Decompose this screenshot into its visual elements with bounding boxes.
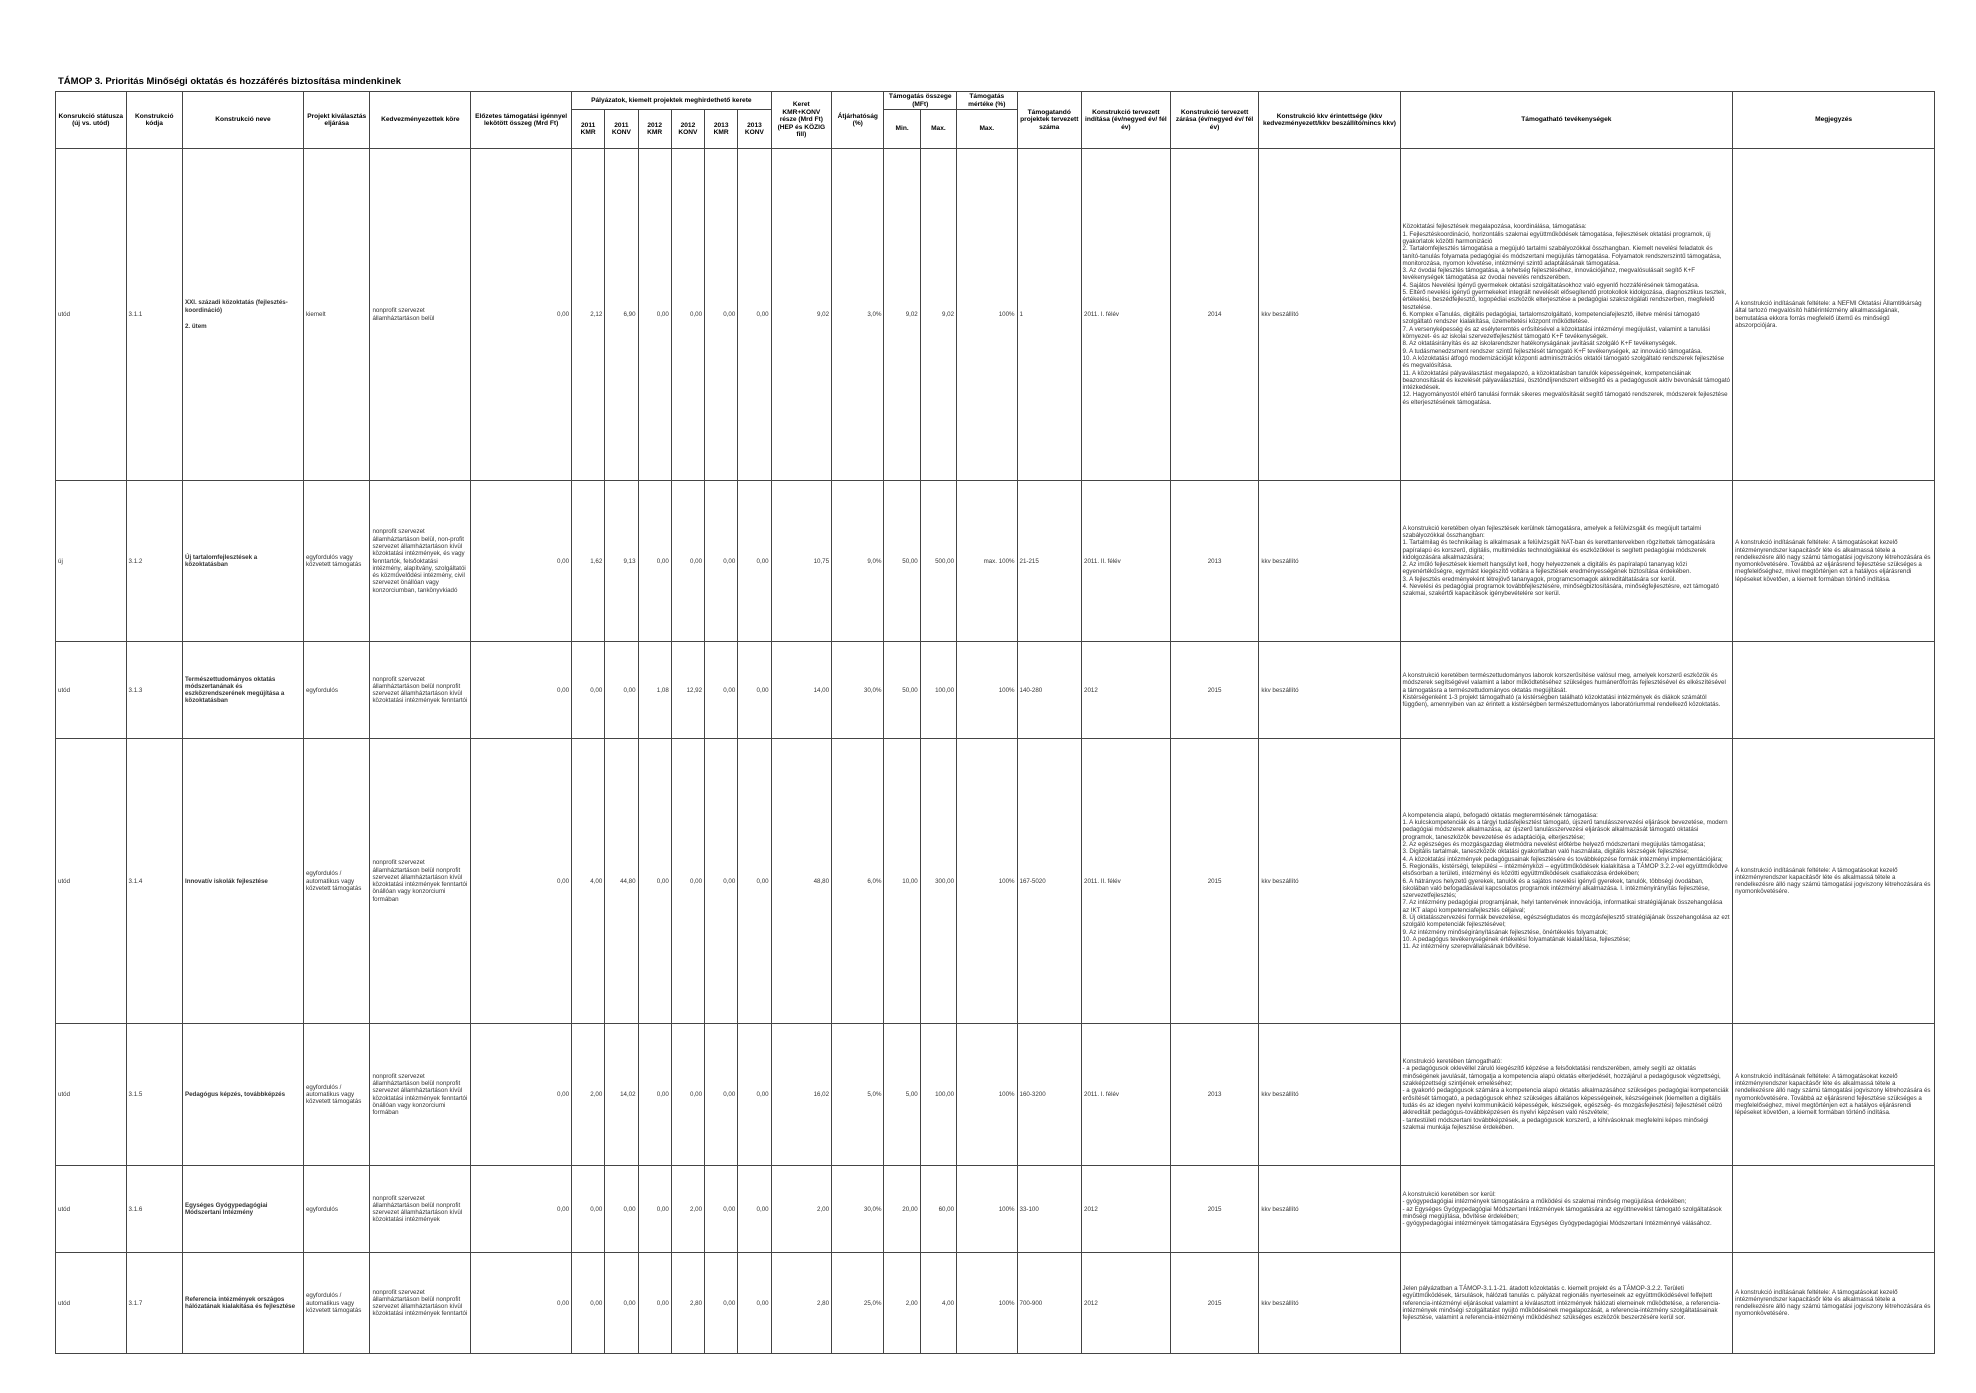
cell-frame-total: 2,00 <box>771 1166 831 1253</box>
table-row <box>56 1166 1935 1253</box>
cell-transferability: 5,0% <box>832 1024 884 1166</box>
cell-frame-2011-kmr: 0,00 <box>572 1253 605 1354</box>
cell-frame-2012-konv: 0,00 <box>671 481 704 642</box>
activity-line: - a gyakorló pedagógusok számára a kompetencia alapú oktatás alkalmazásához szükséges pedagógiai kompetenciák erősítését támogató, a pedagógusok ehhez szükséges általános képességeinek, készségeinek (kiemelten a digitális tudás és az idegen nyelvi kommunikáció képességek, készségek, egészség- és mozgásfejlesztési) fejlesztését célzó akkreditált pedagógus-továbbképzésen és nyelvi képzésen való részvétele; <box>1402 1087 1729 1117</box>
header-name: Konstrukció neve <box>182 92 303 149</box>
cell-code: 3.1.6 <box>126 1166 182 1253</box>
cell-launch: 2012 <box>1082 1166 1171 1253</box>
cell-notes <box>1733 1166 1935 1253</box>
cell-transferability: 25,0% <box>832 1253 884 1354</box>
cell-frame-2013-konv: 0,00 <box>738 1253 771 1354</box>
cell-transferability: 6,0% <box>832 739 884 1024</box>
cell-projects-count: 33-100 <box>1017 1166 1082 1253</box>
cell-frame-2013-kmr: 0,00 <box>705 739 738 1024</box>
cell-support-max: 100,00 <box>920 642 956 739</box>
cell-frame-2012-konv: 2,80 <box>671 1253 704 1354</box>
cell-frame-2011-kmr: 0,00 <box>572 642 605 739</box>
header-2012-konv: 2012 KONV <box>671 110 704 149</box>
cell-beneficiaries: nonprofit szervezet államháztartáson belül nonprofit szervezet államháztartáson kívül közoktatási intézmények fenntartói <box>370 1253 471 1354</box>
cell-frame-2011-kmr: 4,00 <box>572 739 605 1024</box>
cell-kkv: kkv beszállító <box>1259 481 1400 642</box>
cell-support-rate: max. 100% <box>957 481 1017 642</box>
cell-frame-2012-kmr: 0,00 <box>638 1253 671 1354</box>
cell-prior-demand: 0,00 <box>471 1166 572 1253</box>
activity-line: A konstrukció keretében természettudományos laborok korszerűsítése valósul meg, amelyek korszerű eszközök és módszerek segítségével valamint a labor működtetéséhez szükséges humánerőforrás fejlesztésével és elkészítésével a támogatásra a természettudományos oktatás megújítását. <box>1402 671 1726 694</box>
construction-name: Természettudományos oktatás módszertanának és eszközrendszerének megújítása a közoktatásban <box>184 675 285 705</box>
header-closure: Konstrukció tervezett zárása (év/negyed év/ fél év) <box>1170 92 1259 149</box>
cell-status: utód <box>56 149 127 481</box>
construction-name: Innovatív iskolák fejlesztése <box>184 877 268 885</box>
header-activities: Támogatható tevékenységek <box>1400 92 1733 149</box>
activity-line: 8. Új oktatásszervezési formák bevezetése, egészségtudatos és mozgásfejlesztő stratégiájának összehangolása az ezt szolgáló kompetenciák fejlesztésével; <box>1402 914 1730 929</box>
header-status: Konsrukció státusza (új vs. utód) <box>56 92 127 149</box>
cell-notes <box>1733 642 1935 739</box>
cell-frame-total: 48,80 <box>771 739 831 1024</box>
cell-frame-2011-konv: 0,00 <box>605 1166 638 1253</box>
activity-line: 1. Tartalmilag és technikailag is alkalmasak a felülvizsgált NAT-ban és kerettantervekben rögzítettek támogatására papíralapú és korszerű, digitális, multimédiás technológiákkal és eszközökkel is segített pedagógiai módszerek kidolgozására alkalmazására; <box>1402 539 1715 561</box>
cell-frame-2012-kmr: 0,00 <box>638 1024 671 1166</box>
cell-frame-2013-kmr: 0,00 <box>705 642 738 739</box>
header-notes: Megjegyzés <box>1733 92 1935 149</box>
cell-kkv: kkv beszállító <box>1259 149 1400 481</box>
table-row <box>56 481 1935 642</box>
cell-prior-demand: 0,00 <box>471 642 572 739</box>
cell-prior-demand: 0,00 <box>471 1253 572 1354</box>
cell-procedure: egyfordulós <box>303 1166 370 1253</box>
cell-frame-2012-kmr: 0,00 <box>638 739 671 1024</box>
cell-closure: 2015 <box>1170 642 1259 739</box>
cell-frame-2013-konv: 0,00 <box>738 1166 771 1253</box>
cell-notes: A konstrukció indításának feltétele: A támogatásokat kezelő intézményrendszer kapacitásőr léte és alkalmassá tétele a rendelkezésre álló nagy számú támogatási jogviszony létrehozására és nyomonkövetésére. Továbbá az eljárásrend fejlesztése szükséges a megfelelőséghez, mivel megtörténjen ezt a hatályos eljárásrendi lépéseket követően, a kiemelt formában történő indítása. <box>1733 481 1935 642</box>
table-body <box>56 149 1935 1354</box>
cell-notes: A konstrukció indításának feltétele: A támogatásokat kezelő intézményrendszer kapacitásőr léte és alkalmassá tétele a rendelkezésre álló nagy számú támogatási jogviszony létrehozására és nyomonkövetésére. <box>1733 739 1935 1024</box>
cell-name <box>182 481 303 642</box>
cell-support-min: 2,00 <box>884 1253 920 1354</box>
activity-line: A kompetencia alapú, befogadó oktatás megteremtésének támogatása: <box>1402 811 1598 819</box>
cell-activities <box>1400 1166 1733 1253</box>
activity-line: 10. A közoktatási átfogó modernizációját központi adminisztrációs oktatói támogató szolgáltató rendszerek fejlesztése és megvalósítása. <box>1402 354 1725 370</box>
cell-kkv: kkv beszállító <box>1259 1253 1400 1354</box>
cell-code: 3.1.2 <box>126 481 182 642</box>
cell-frame-2013-konv: 0,00 <box>738 149 771 481</box>
cell-support-min: 20,00 <box>884 1166 920 1253</box>
cell-projects-count: 1 <box>1017 149 1082 481</box>
activity-line: 9. Az intézmény minőségirányításának fejlesztése, önértékelés folyamatok; <box>1402 928 1608 936</box>
cell-support-rate: 100% <box>957 1253 1017 1354</box>
cell-support-min: 9,02 <box>884 149 920 481</box>
header-rate-max: Max. <box>957 110 1017 149</box>
activity-line: 2. Tartalomfejlesztés támogatása a megújuló tartalmi szabályozókkal összhangban. Kiemelt nevelési feladatok és tanító-tanulás folyamata pedagógiai és módszertani megújulás támogatása. Folyamatok rendszerszintű támogatása, monitorozása, nyomon követése, intézményi szintű adaptálásának támogatása. <box>1402 245 1722 267</box>
cell-frame-2011-konv: 44,80 <box>605 739 638 1024</box>
cell-launch: 2011. I. félév <box>1082 149 1171 481</box>
cell-closure: 2015 <box>1170 739 1259 1024</box>
cell-activities <box>1400 1253 1733 1354</box>
cell-launch: 2011. I. félév <box>1082 1024 1171 1166</box>
cell-kkv: kkv beszállító <box>1259 739 1400 1024</box>
activity-line: 4. Sajátos Nevelési Igényű gyermekek oktatási szolgáltatásokhoz való egyenlő hozzáférésének támogatása. <box>1402 281 1700 289</box>
cell-activities <box>1400 149 1733 481</box>
cell-support-max: 4,00 <box>920 1253 956 1354</box>
header-prior-demand: Előzetes támogatási igénnyel lekötött összeg (Mrd Ft) <box>471 92 572 149</box>
cell-status: utód <box>56 739 127 1024</box>
cell-frame-2013-konv: 0,00 <box>738 1024 771 1166</box>
activity-line: 3. A fejlesztés eredményeként létrejövő tananyagok, programcsomagok akkreditáltatására sor kerül. <box>1402 575 1676 583</box>
cell-frame-total: 16,02 <box>771 1024 831 1166</box>
cell-launch: 2011. II. félév <box>1082 481 1171 642</box>
activity-line: - az Egységes Gyógypedagógiai Módszertani Intézmények támogatására az együttnevelést támogató szolgáltatások minőségi megújítása, bővítése érdekében; <box>1402 1205 1722 1220</box>
header-launch: Konstrukció tervezett indítása (év/negyed év/ fél év) <box>1082 92 1171 149</box>
table-row <box>56 149 1935 481</box>
cell-frame-2011-kmr: 2,12 <box>572 149 605 481</box>
activity-line: - gyógypedagógiai intézmények támogatására Egységes Gyógypedagógiai Módszertani Intézménnyé válásához. <box>1402 1220 1712 1228</box>
cell-support-max: 60,00 <box>920 1166 956 1253</box>
activity-line: 11. Az intézmény szerepvállalásának bővítése. <box>1402 943 1531 951</box>
header-code: Konstrukció kódja <box>126 92 182 149</box>
cell-closure: 2013 <box>1170 481 1259 642</box>
cell-support-min: 50,00 <box>884 642 920 739</box>
cell-name <box>182 1024 303 1166</box>
cell-support-rate: 100% <box>957 149 1017 481</box>
cell-kkv: kkv beszállító <box>1259 1166 1400 1253</box>
cell-frame-2013-konv: 0,00 <box>738 481 771 642</box>
cell-activities <box>1400 739 1733 1024</box>
cell-activities <box>1400 1024 1733 1166</box>
activity-line: Kistérségenként 1-3 projekt támogatható (a kistérségben található közoktatási intézmények és diákok számától függően), amennyiben van az érintett a kistérségben természettudományos laboratóriummal rendelkező közoktatás. <box>1402 693 1721 709</box>
activity-line: 10. A pedagógus tevékenységének értékelési folyamatának kialakítása, fejlesztése; <box>1402 936 1631 943</box>
cell-frame-2012-konv: 2,00 <box>671 1166 704 1253</box>
activity-line: 2. Az egészséges és mozgásgazdag életmódra nevelést előtérbe helyező módszertani megújulás támogatása; <box>1402 840 1706 848</box>
cell-transferability: 9,0% <box>832 481 884 642</box>
cell-frame-total: 2,80 <box>771 1253 831 1354</box>
cell-frame-2011-kmr: 1,62 <box>572 481 605 642</box>
cell-name <box>182 739 303 1024</box>
cell-transferability: 30,0% <box>832 642 884 739</box>
activity-line: Közoktatási fejlesztések megalapozása, koordinálása, támogatása: <box>1402 223 1587 231</box>
cell-frame-2013-kmr: 0,00 <box>705 149 738 481</box>
cell-closure: 2015 <box>1170 1166 1259 1253</box>
header-support-rate: Támogatás mértéke (%) <box>957 92 1017 110</box>
activity-line: 1. A kulcskompetenciák és a tárgyi tudásfejlesztést támogató, újszerű tanulásszervezési eljárások bevezetése, modern pedagógiai módszerek alkalmazása, az újszerű tanulásszervezési eljárások alkalmazását támogató oktatási programok, taneszközök bevezetése és adaptációja, elterjesztése; <box>1402 819 1728 841</box>
cell-frame-2011-kmr: 2,00 <box>572 1024 605 1166</box>
construction-name: Pedagógus képzés, továbbképzés <box>184 1091 286 1098</box>
activity-line: Konstrukció keretében támogatható: <box>1402 1058 1502 1066</box>
activity-line: 4. Nevelési és pedagógiai programok továbbfejlesztésére, minőségbiztosítására, minőségfejlesztésre, ezt támogató szakmai, szakértői kapacitások igénybevételére sor kerül. <box>1402 583 1719 598</box>
cell-closure: 2013 <box>1170 1024 1259 1166</box>
cell-support-max: 500,00 <box>920 481 956 642</box>
cell-frame-2013-konv: 0,00 <box>738 642 771 739</box>
cell-support-max: 9,02 <box>920 149 956 481</box>
cell-kkv: kkv beszállító <box>1259 642 1400 739</box>
construction-table <box>55 91 1935 1354</box>
table-row <box>56 1024 1935 1166</box>
cell-frame-2013-kmr: 0,00 <box>705 1253 738 1354</box>
construction-name: Új tartalomfejlesztések a közoktatásban <box>184 553 258 569</box>
construction-name: Egységes Gyógypedagógiai Módszertani Intézmény <box>184 1201 268 1217</box>
activity-line: 8. Az oktatásirányítás és az iskolarendszer hatékonyságának javítását szolgáló K+F tevékenységek. <box>1402 340 1677 348</box>
cell-frame-2012-konv: 12,92 <box>671 642 704 739</box>
cell-launch: 2012 <box>1082 642 1171 739</box>
cell-projects-count: 21-215 <box>1017 481 1082 642</box>
cell-closure: 2015 <box>1170 1253 1259 1354</box>
cell-frame-2011-konv: 0,00 <box>605 1253 638 1354</box>
cell-name <box>182 1166 303 1253</box>
header-support-max: Max. <box>920 110 956 149</box>
cell-beneficiaries: nonprofit szervezet államháztartáson belül nonprofit szervezet államháztartáson kívül közoktatási intézmények fenntartói <box>370 642 471 739</box>
cell-launch: 2012 <box>1082 1253 1171 1354</box>
activity-line: A konstrukció keretében sor kerül: <box>1402 1190 1496 1198</box>
cell-status: új <box>56 481 127 642</box>
header-projects-count: Támogatandó projektek tervezett száma <box>1017 92 1082 149</box>
cell-frame-2013-kmr: 0,00 <box>705 1166 738 1253</box>
construction-phase: 2. ütem <box>184 322 207 330</box>
cell-support-max: 300,00 <box>920 739 956 1024</box>
cell-activities <box>1400 642 1733 739</box>
cell-procedure: egyfordulós / automatikus vagy közvetett támogatás <box>303 1024 370 1166</box>
construction-name: Referencia intézmények országos hálózatának kialakítása és fejlesztése <box>184 1295 296 1311</box>
cell-support-rate: 100% <box>957 642 1017 739</box>
cell-beneficiaries: nonprofit szervezet államháztartáson belül nonprofit szervezet államháztartáson kívül közoktatási intézmények fenntartói önállóan vagy konzorciumi formában <box>370 739 471 1024</box>
cell-frame-2012-kmr: 0,00 <box>638 149 671 481</box>
cell-procedure: egyfordulós vagy közvetett támogatás <box>303 481 370 642</box>
cell-prior-demand: 0,00 <box>471 1024 572 1166</box>
cell-projects-count: 140-280 <box>1017 642 1082 739</box>
cell-status: utód <box>56 1024 127 1166</box>
cell-frame-2013-kmr: 0,00 <box>705 1024 738 1166</box>
cell-support-rate: 100% <box>957 1166 1017 1253</box>
cell-transferability: 3,0% <box>832 149 884 481</box>
header-kkv: Konstrukció kkv érintettsége (kkv kedvezményezett/kkv beszállító/nincs kkv) <box>1259 92 1400 149</box>
activity-line: - gyógypedagógiai intézmények támogatására a működési és szakmai minőség megújulása érdekében; <box>1402 1198 1687 1206</box>
sheet-title: TÁMOP 3. Prioritás Minőségi oktatás és hozzáférés biztosítása mindenkinek <box>58 76 401 87</box>
cell-code: 3.1.7 <box>126 1253 182 1354</box>
cell-frame-2013-konv: 0,00 <box>738 739 771 1024</box>
cell-frame-2011-konv: 9,13 <box>605 481 638 642</box>
cell-frame-2011-kmr: 0,00 <box>572 1166 605 1253</box>
cell-procedure: egyfordulós / automatikus vagy közvetett támogatás <box>303 1253 370 1354</box>
cell-notes: A konstrukció indításának feltétele: a NEFMI Oktatási Államtitkárság által tartozó megvalósító háttérintézmény alkalmasságának, bemutatása ekkora forrás megfelelő ütemű és minőségű abszorpciójára. <box>1733 149 1935 481</box>
activity-line: 3. Digitális tartalmak, taneszközök oktatási gyakorlatban való használata, digitális készségek fejlesztése; <box>1402 848 1689 856</box>
table-row <box>56 739 1935 1024</box>
header-frame: Keret KMR+KONV része (Mrd Ft) (HEP és KÖZIG fill) <box>771 92 831 149</box>
activity-line: 6. Komplex eTanulás, digitális pedagógiai, tartalomszolgáltató, kompetenciafejlesztő, illetve mérési támogató szolgáltató rendszer kialakítása, üzemeltetési központ működtetése. <box>1402 311 1700 326</box>
table-row <box>56 1253 1935 1354</box>
header-2013-kmr: 2013 KMR <box>705 110 738 149</box>
cell-frame-total: 10,75 <box>771 481 831 642</box>
cell-notes: A konstrukció indításának feltétele: A támogatásokat kezelő intézményrendszer kapacitásőr léte és alkalmassá tétele a rendelkezésre álló nagy számú támogatási jogviszony létrehozására és nyomonkövetésére. <box>1733 1253 1935 1354</box>
cell-frame-2012-kmr: 0,00 <box>638 481 671 642</box>
cell-launch: 2011. II. félév <box>1082 739 1171 1024</box>
cell-transferability: 30,0% <box>832 1166 884 1253</box>
activity-line: 5. Eltérő nevelési igényű gyermekeket integrált nevelését elősegítendő protokollok kidolgozása, diagnosztikus tesztek, értékelési, beszédfejlesztő, logopédiai eszközök elterjesztése a pedagógiai szakszolgálati rendszerben, megfelelő tesztelése. <box>1402 289 1727 311</box>
activity-line: 5. Regionális, kistérségi, települési – intézményközi – együttműködések kialakítása a TÁMOP 3.2.2-vel együttműködve elsősorban a területi, intézményi és közötti együttműködések csatlakozása érdekében; <box>1402 862 1728 878</box>
header-support-min: Min. <box>884 110 920 149</box>
cell-kkv: kkv beszállító <box>1259 1024 1400 1166</box>
cell-frame-2012-konv: 0,00 <box>671 149 704 481</box>
activity-line: 7. Az intézmény pedagógiai programjának, helyi tantervének innovációja, informatikai stratégiájának összehangolása az IKT alapú kompetenciafejlesztés céljaival; <box>1402 899 1723 914</box>
cell-frame-2012-kmr: 1,08 <box>638 642 671 739</box>
cell-procedure: kiemelt <box>303 149 370 481</box>
cell-support-min: 50,00 <box>884 481 920 642</box>
cell-projects-count: 700-900 <box>1017 1253 1082 1354</box>
table-row <box>56 642 1935 739</box>
cell-support-min: 10,00 <box>884 739 920 1024</box>
header-transferability: Átjárhatóság (%) <box>832 92 884 149</box>
activity-line: - a pedagógusok oklevéllel záruló kiegészítő képzése a felsőoktatási rendszerében, amely segíti az oktatás minőségének javulását, támogatja a kompetencia alapú oktatás elterjedését, hozzájárul a pedagógusok végzettségi, szakképzettségi szintjének emeléséhez; <box>1402 1065 1721 1088</box>
cell-closure: 2014 <box>1170 149 1259 481</box>
cell-frame-2011-konv: 6,90 <box>605 149 638 481</box>
header-procedure: Projekt kiválasztás eljárása <box>303 92 370 149</box>
cell-projects-count: 167-5020 <box>1017 739 1082 1024</box>
cell-frame-2013-kmr: 0,00 <box>705 481 738 642</box>
cell-beneficiaries: nonprofit szervezet államháztartáson belül <box>370 149 471 481</box>
header-2013-konv: 2013 KONV <box>738 110 771 149</box>
cell-name <box>182 642 303 739</box>
header-2012-kmr: 2012 KMR <box>638 110 671 149</box>
cell-frame-total: 9,02 <box>771 149 831 481</box>
activity-line: 6. A hátrányos helyzetű gyerekek, tanulók és a sajátos nevelési igényű gyerekek, tanulók, többségi óvodában, iskolában való befogadásával kapcsolatos programok intézményi alkalmazása. I. intézményirányítás fejlesztése, szervezetfejlesztés; <box>1402 877 1710 900</box>
cell-code: 3.1.3 <box>126 642 182 739</box>
cell-procedure: egyfordulós <box>303 642 370 739</box>
activity-line: 7. A versenyképesség és az esélyteremtés erősítésével a közoktatási intézményi megújulást, valamint a tanulási környezet- és az iskolai szervezetfejlesztést támogató K+F tevékenységek. <box>1402 325 1710 340</box>
cell-procedure: egyfordulós / automatikus vagy közvetett támogatás <box>303 739 370 1024</box>
activity-line: 9. A tudásmenedzsment rendszer szintű fejlesztését támogató K+F tevékenységek, az innováció támogatása. <box>1402 347 1703 355</box>
activity-line: 12. Hagyományostól eltérő tanulási formák sikeres megvalósítását segítő támogató rendszerek, módszerek fejlesztése és elterjesztésének támogatása. <box>1402 391 1728 406</box>
cell-prior-demand: 0,00 <box>471 481 572 642</box>
cell-code: 3.1.1 <box>126 149 182 481</box>
activity-line: 3. Az óvodai fejlesztés támogatása, a tehetség fejlesztéséhez, innovációjához, megvalósulásait segítő K+F tevékenységek támogatása az óvodai nevelés rendszerében. <box>1402 267 1696 282</box>
activity-line: - tantestületi módszertani továbbképzések, a pedagógusok korszerű, a kihívásoknak megfelelni képes minőségi szakmai munkája fejlesztése érdekében. <box>1402 1116 1709 1131</box>
header-2011-kmr: 2011 KMR <box>572 110 605 149</box>
cell-frame-2012-konv: 0,00 <box>671 1024 704 1166</box>
cell-beneficiaries: nonprofit szervezet államháztartáson belül nonprofit szervezet államháztartáson kívül közoktatási intézmények <box>370 1166 471 1253</box>
cell-support-rate: 100% <box>957 739 1017 1024</box>
cell-name <box>182 149 303 481</box>
cell-projects-count: 160-3200 <box>1017 1024 1082 1166</box>
activity-line: 2. Az iműló fejlesztések kiemelt hangsúlyt kell, hogy helyezzenek a digitális és papíralapú tananyag közi egyenértékűségre, egymást kiegészítő voltára a fejlesztések eredményességének biztosítása érdekében. <box>1402 561 1692 576</box>
cell-frame-2012-kmr: 0,00 <box>638 1166 671 1253</box>
cell-beneficiaries: nonprofit szervezet államháztartáson belül, non-profit szervezet államháztartáson kívül közoktatási intézmények, és vagy fenntartók, felsőoktatási intézmény, alapítvány, szolgáltatói és közművelődési intézmény, civil szervezet önállóan vagy konzorciumban, tankönyvkiadó <box>370 481 471 642</box>
header-beneficiaries: Kedvezményezettek köre <box>370 92 471 149</box>
cell-prior-demand: 0,00 <box>471 739 572 1024</box>
cell-notes: A konstrukció indításának feltétele: A támogatásokat kezelő intézményrendszer kapacitásőr léte és alkalmassá tétele a rendelkezésre álló nagy számú támogatási jogviszony létrehozására és nyomonkövetésére. Továbbá az eljárásrend fejlesztése szükséges a megfelelőséghez, mivel megtörténjen ezt a hatályos eljárásrendi lépéseket követően, a kiemelt formában történő indítása. <box>1733 1024 1935 1166</box>
cell-support-rate: 100% <box>957 1024 1017 1166</box>
cell-code: 3.1.4 <box>126 739 182 1024</box>
cell-support-max: 100,00 <box>920 1024 956 1166</box>
activity-line: Jelen pályázatban a TÁMOP-3.1.1-21. átadott közoktatás c. kiemelt projekt és a TÁMOP-3.2.2. Területi együttműködések, társulások, hálózati tanulás c. pályázat regionális nyerteseinek az együttműködésével felfejtett referencia-intézményi eljárásokat valamint a kiválasztott intézmények hálózati elemeinek működtetése, a referencia-intézmények minőségi szolgáltatást nyújtó működésének megalapozását, a referencia-intézmény szolgáltatásainak fejlesztése, valamint a referencia-intézményi működéshez szükséges eszközök beszerzésére kerül sor. <box>1402 1284 1721 1322</box>
cell-status: utód <box>56 1166 127 1253</box>
cell-support-min: 5,00 <box>884 1024 920 1166</box>
cell-frame-2011-konv: 14,02 <box>605 1024 638 1166</box>
cell-frame-2011-konv: 0,00 <box>605 642 638 739</box>
cell-name <box>182 1253 303 1354</box>
cell-frame-total: 14,00 <box>771 642 831 739</box>
header-support-amount: Támogatás összege (MFt) <box>884 92 957 110</box>
header-calls-frame: Pályázatok, kiemelt projektek meghirdethető kerete <box>572 92 772 110</box>
activity-line: 1. Fejlesztéskoordináció, horizontális szakmai együttműködések támogatása, fejlesztések oktatási programok, új gyakorlatok közötti harmonizáció <box>1402 230 1711 245</box>
cell-beneficiaries: nonprofit szervezet államháztartáson belül nonprofit szervezet államháztartáson kívül közoktatási intézmények fenntartói önállóan vagy konzorciumi formában <box>370 1024 471 1166</box>
cell-code: 3.1.5 <box>126 1024 182 1166</box>
construction-name: XXI. századi közoktatás (fejlesztés-koordináció) <box>184 299 288 314</box>
cell-status: utód <box>56 1253 127 1354</box>
header-2011-konv: 2011 KONV <box>605 110 638 149</box>
activity-line: 4. A közoktatási intézmények pedagógusainak fejlesztésére és továbbképzése formák intézményi implementációjára; <box>1402 855 1723 863</box>
cell-prior-demand: 0,00 <box>471 149 572 481</box>
cell-status: utód <box>56 642 127 739</box>
cell-frame-2012-konv: 0,00 <box>671 739 704 1024</box>
activity-line: 11. A közoktatási pályaválasztást megalapozó, a közoktatásban tanulók képességeinek, kompetenciáinak beazonosítását és kezelését pályaválasztási, ösztöndíjrendszert elősegítő és a pedagógusok aktív bevonását támogató intézkedések. <box>1402 369 1730 392</box>
cell-activities <box>1400 481 1733 642</box>
activity-line: A konstrukció keretében olyan fejlesztések kerülnek támogatásra, amelyek a felülvizsgált és megújult tartalmi szabályozókkal összhangban: <box>1402 524 1702 539</box>
